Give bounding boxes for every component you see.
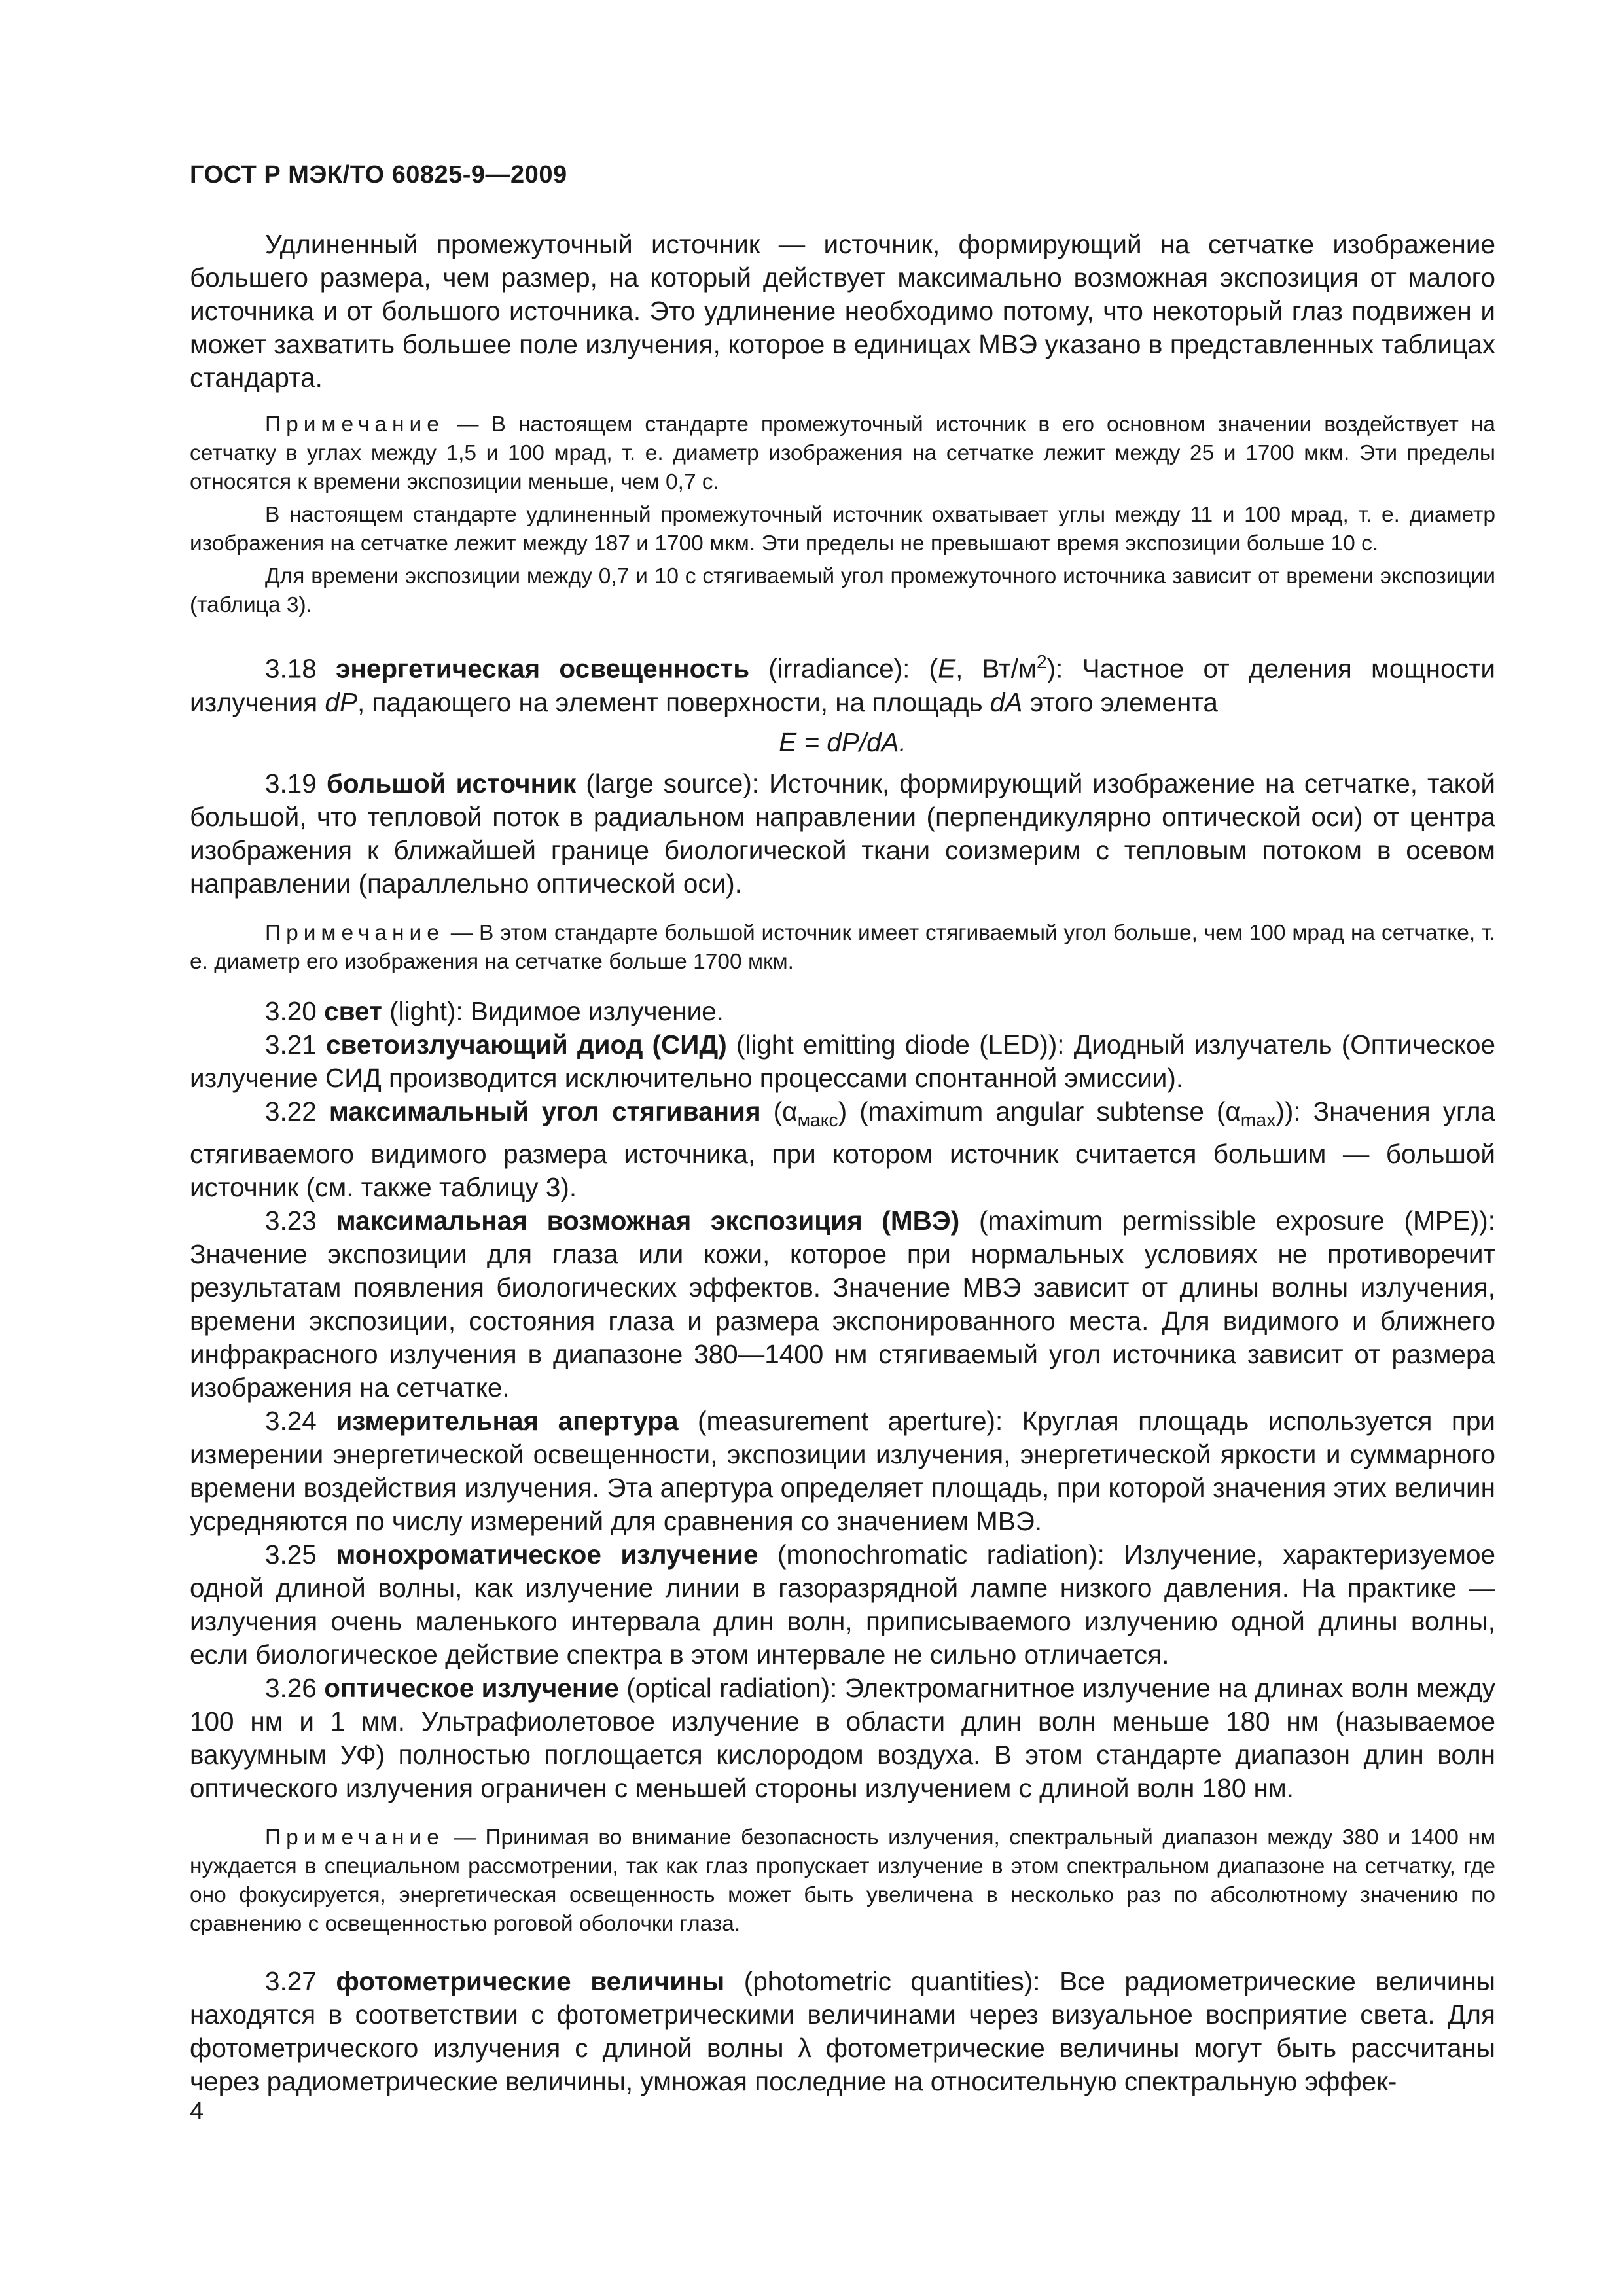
definition-3-26: 3.26 оптическое излучение (optical radiation): Электромагнитное излучение на длинах волн между 100 нм и 1 мм. Ультрафиолетовое излучение в области длин волн меньше 180 нм (называемое вакуумным УФ) полностью поглощается кислородом воздуха. В этом стандарте диапазон длин волн оптического излучения ограничен с меньшей стороны излучением с длиной волн 180 нм.	[190, 1672, 1495, 1803]
note-extended-intermediate: В настоящем стандарте удлиненный промежуточный источник охватывает углы между 11 и 100 мрад, т. е. диаметр изображения на сетчатке лежит между 187 и 1700 мкм. Эти пределы не превышают время экспозиции больше 10 с.	[190, 503, 1495, 556]
paragraph-extended-source: Удлиненный промежуточный источник — источник, формирующий на сетчатке изображение большего размера, чем размер, на который действует максимально возможная экспозиция от малого источника и от большого источника. Это удлинение необходимо потому, что некоторый глаз подвижен и может захватить большее поле излучения, которое в единицах МВЭ указано в представленных таблицах стандарта.	[190, 229, 1495, 393]
page-body	[190, 228, 1495, 2098]
definition-3-18: 3.18 энергетическая освещенность (irradiance): (E, $Вт/м^2$): Частное от деления мощности излучения dP, падающего на элемент поверхности, на площадь dA этого элемента	[190, 652, 1495, 717]
page-number: 4	[190, 2098, 204, 2125]
note-label: Примечание	[265, 1825, 444, 1850]
definition-term: большой источник	[326, 768, 577, 798]
note-optical-radiation: Примечание — Принимая во внимание безопасность излучения, спектральный диапазон между 380 и 1400 нм нуждается в специальном рассмотрении, так как глаз пропускает излучение в этом спектральном диапазоне на сетчатку, где оно фокусируется, энергетическая освещенность может быть увеличена в несколько раз по абсолютному значению по сравнению с освещенностью роговой оболочки глаза.	[190, 1825, 1495, 1936]
definition-3-21: 3.21 светоизлучающий диод (СИД) (light emitting diode (LED)): Диодный излучатель (Оптическое излучение СИД производится исключительно процессами спонтанной эмиссии).	[190, 1029, 1495, 1093]
note-label: Примечание	[265, 412, 444, 437]
definition-3-27: 3.27 фотометрические величины (photometric quantities): Все радиометрические величины находятся в соответствии с фотометрическими величинами через визуальное восприятие света. Для фотометрического излучения с длиной волны λ фотометрические величины могут быть рассчитаны через радиометрические величины, умножая последние на относительную спектральную эффек-	[190, 1965, 1495, 2096]
definition-3-23: 3.23 максимальная возможная экспозиция (МВЭ) (maximum permissible exposure (MPE)): Значение экспозиции для глаза или кожи, которое при нормальных условиях не противоречит результатам появления биологических эффектов. Значение МВЭ зависит от длины волны излучения, времени экспозиции, состояния глаза и размера экспонированного места. Для видимого и ближнего инфракрасного излучения в диапазоне 380—1400 нм стягиваемый угол источника зависит от размера изображения на сетчатке.	[190, 1205, 1496, 1403]
definition-number: 3.18	[265, 653, 317, 684]
document-header: ГОСТ Р МЭК/ТО 60825-9—2009	[190, 161, 567, 188]
note-label: Примечание	[265, 920, 444, 945]
definition-3-25: 3.25 монохроматическое излучение (monochromatic radiation): Излучение, характеризуемое одной длиной волны, как излучение линии в газоразрядной лампе низкого давления. На практике — излучения очень маленького интервала длин волн, приписываемого излучению одной длины волны, если биологическое действие спектра в этом интервале не сильно отличается.	[190, 1539, 1495, 1670]
note-intermediate-source	[190, 410, 1495, 497]
definition-3-19: 3.19 большой источник (large source): Источник, формирующий изображение на сетчатке, такой большой, что тепловой поток в радиальном направлении (перпендикулярно оптической оси) от центра изображения к ближайшей границе биологической ткани соизмерим с тепловым потоком в осевом направлении (параллельно оптической оси).	[190, 768, 1495, 899]
definition-term: энергетическая освещенность	[336, 653, 750, 684]
formula-irradiance: E = dP/dA.	[779, 726, 906, 757]
definition-3-24: 3.24 измерительная апертура (measurement aperture): Круглая площадь используется при измерении энергетической освещенности, экспозиции излучения, энергетической яркости и суммарного времени воздействия излучения. Эта апертура определяет площадь, при которой значения этих величин усредняются по числу измерений для сравнения со значением МВЭ.	[190, 1405, 1495, 1536]
definition-3-20: 3.20 свет (light): Видимое излучение.	[265, 996, 724, 1026]
note-text: — В настоящем стандарте промежуточный источник в его основном значении воздействует на сетчатку в углах между 1,5 и 100 мрад, т. е. диаметр изображения на сетчатке лежит между 25 и 1700 мкм. Эти пределы относятся к времени экспозиции меньше, чем 0,7 с.	[190, 412, 1495, 494]
note-exposure-time: Для времени экспозиции между 0,7 и 10 с стягиваемый угол промежуточного источника зависит от времени экспозиции (таблица 3).	[190, 564, 1495, 617]
definition-3-22: 3.22 максимальный угол стягивания $(\alpha_{макс})$ (maximum angular subtense $(\alpha_{max})$): Значения угла стягиваемого видимого размера источника, при котором источник считается большим — большой источник (см. также таблицу 3).	[190, 1096, 1495, 1202]
note-large-source: Примечание — В этом стандарте большой источник имеет стягиваемый угол больше, чем 100 мрад на сетчатке, т. е. диаметр его изображения на сетчатке больше 1700 мкм.	[190, 920, 1495, 974]
